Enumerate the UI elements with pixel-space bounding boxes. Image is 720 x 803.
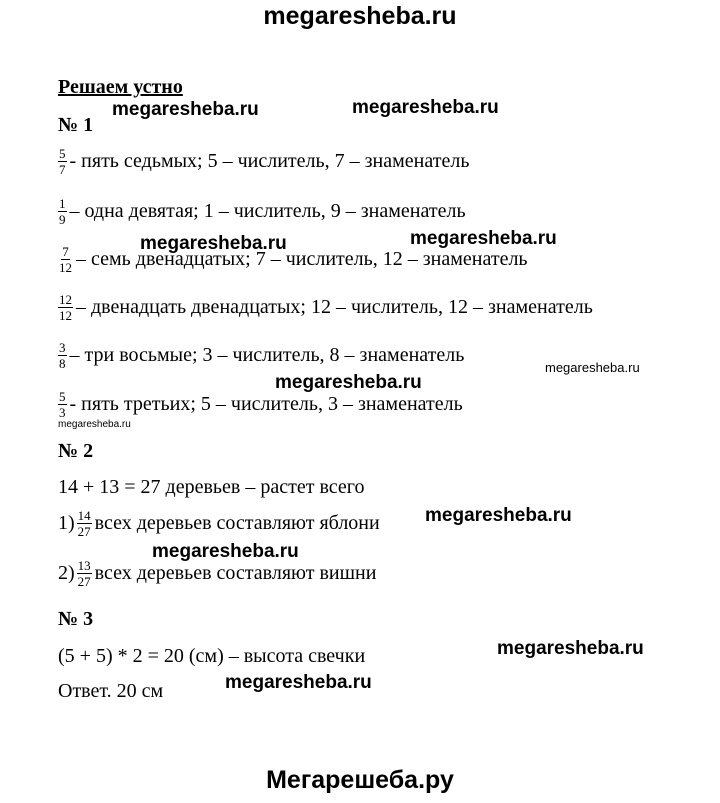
task-3-line-0: (5 + 5) * 2 = 20 (см) – высота свечки: [58, 645, 366, 667]
task-1-item-text: – семь двенадцатых; 7 – числитель, 12 – знаменатель: [76, 248, 528, 270]
watermark: megaresheba.ru: [410, 228, 557, 249]
watermark: megaresheba.ru: [140, 233, 287, 254]
task-1-label: № 1: [58, 114, 94, 136]
fraction: $\frac{13}{27}$: [77, 558, 91, 589]
task-1-item-5: [58, 340, 464, 371]
task-1-item-text: – двенадцать двенадцатых; 12 – числитель, 12 – знаменатель: [76, 296, 593, 318]
task-1-item-2: [58, 196, 466, 227]
footer-site: Мегарешеба.ру: [266, 766, 454, 794]
fraction: $\frac{3}{8}$: [59, 340, 66, 371]
task-2-item-text: всех деревьев составляют яблони: [94, 512, 380, 534]
watermark: megaresheba.ru: [112, 99, 259, 120]
fraction: $\frac{12}{12}$: [59, 292, 72, 323]
task-3-label: № 3: [58, 608, 94, 630]
task-1-item-text: – одна девятая; 1 – числитель, 9 – знаменатель: [69, 200, 466, 222]
task-1-item-4: [58, 292, 593, 323]
task-2-item-text: всех деревьев составляют вишни: [94, 562, 377, 584]
watermark: megaresheba.ru: [497, 638, 644, 659]
section-heading: Решаем устно: [58, 76, 183, 98]
watermark: megaresheba.ru: [275, 372, 422, 393]
fraction: $\frac{5}{7}$: [59, 146, 66, 177]
watermark: megaresheba.ru: [425, 505, 572, 526]
fraction: $\frac{7}{12}$: [59, 244, 72, 275]
fraction: $\frac{5}{3}$: [59, 389, 66, 420]
item-prefix: 2): [58, 562, 75, 584]
site-title: megaresheba.ru: [263, 2, 457, 30]
task-1-item-text: – три восьмые; 3 – числитель, 8 – знаменатель: [69, 344, 465, 366]
task-2-label: № 2: [58, 440, 94, 462]
watermark: megaresheba.ru: [545, 360, 640, 375]
watermark: megaresheba.ru: [225, 672, 372, 693]
fraction: $\frac{14}{27}$: [77, 508, 91, 539]
task-1-item-1: [58, 146, 469, 177]
watermark: megaresheba.ru: [352, 97, 499, 118]
watermark: megaresheba.ru: [58, 419, 131, 430]
task-2-item-1: [58, 508, 380, 539]
item-prefix: 1): [58, 512, 75, 534]
watermark: megaresheba.ru: [152, 541, 299, 562]
task-1-item-text: - пять третьих; 5 – числитель, 3 – знаменатель: [69, 393, 463, 415]
fraction: $\frac{1}{9}$: [59, 196, 66, 227]
task-3-answer: Ответ. 20 см: [58, 680, 164, 702]
task-2-line-0: 14 + 13 = 27 деревьев – растет всего: [58, 476, 365, 498]
task-1-item-text: - пять седьмых; 5 – числитель, 7 – знаменатель: [69, 150, 470, 172]
